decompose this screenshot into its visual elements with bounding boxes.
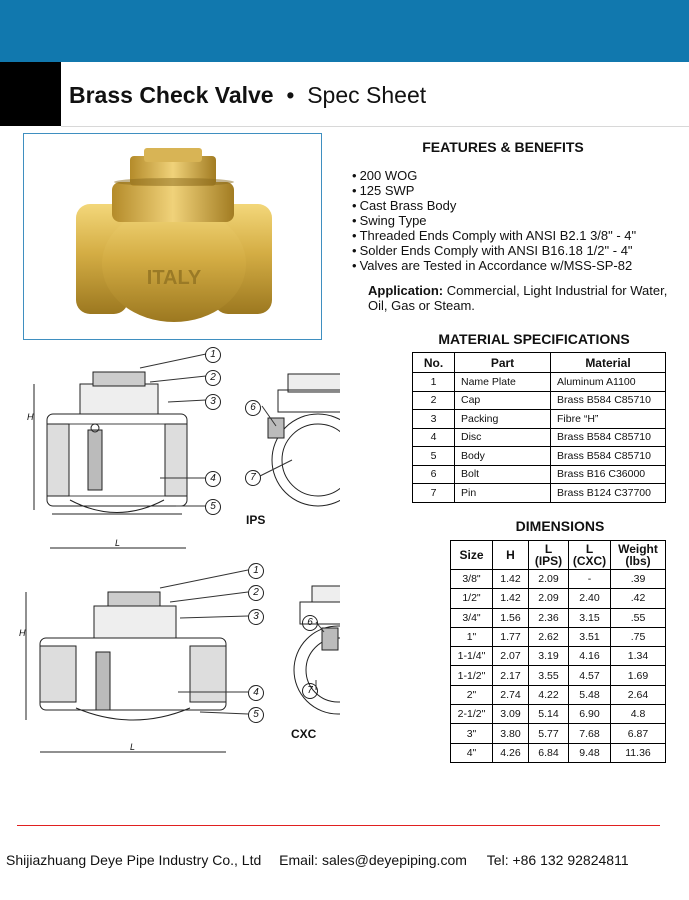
cell: Brass B584 C85710 (551, 447, 666, 466)
cell: Packing (455, 410, 551, 429)
product-photo (23, 133, 322, 340)
cell: 4 (413, 428, 455, 447)
cell: 4" (451, 743, 493, 762)
cell: 1-1/2" (451, 666, 493, 685)
table-row (413, 465, 666, 484)
cell: Brass B584 C85710 (551, 391, 666, 410)
materials-table (412, 352, 666, 503)
cell: Cap (455, 391, 551, 410)
cell: 2-1/2" (451, 705, 493, 724)
footer-tel[interactable]: Tel: +86 132 92824811 (486, 852, 629, 868)
cell: 1" (451, 627, 493, 646)
cell: 6.84 (529, 743, 569, 762)
table-row (451, 570, 666, 589)
cell: 3" (451, 724, 493, 743)
cell: 1.69 (611, 666, 666, 685)
cell: 3.55 (529, 666, 569, 685)
cell: 2.40 (569, 589, 611, 608)
cell: 5.77 (529, 724, 569, 743)
cell: 1.56 (493, 608, 529, 627)
col-header-ips: (IPS) (534, 554, 563, 568)
col-header-weight: Weight (618, 542, 658, 556)
cell: 6 (413, 465, 455, 484)
cell: 3.19 (529, 647, 569, 666)
application-text (368, 283, 668, 313)
cell: 5.48 (569, 685, 611, 704)
cell: 1 (413, 373, 455, 392)
cell: 1-1/4" (451, 647, 493, 666)
cell: 2.09 (529, 570, 569, 589)
features-list (352, 168, 636, 273)
cell: 2.09 (529, 589, 569, 608)
table-row (413, 373, 666, 392)
cell: Bolt (455, 465, 551, 484)
feature-item: • Cast Brass Body (352, 198, 636, 213)
feature-item: • Threaded Ends Comply with ANSI B2.1 3/8" - 4" (352, 228, 636, 243)
table-row (413, 484, 666, 503)
dimensions-body (451, 570, 666, 763)
materials-heading: MATERIAL SPECIFICATIONS (438, 331, 630, 347)
table-row (451, 647, 666, 666)
cell: 4.26 (493, 743, 529, 762)
feature-item: • 200 WOG (352, 168, 636, 183)
col-header-l: L (544, 542, 553, 556)
cell: 5 (413, 447, 455, 466)
col-header: Part (455, 353, 551, 373)
footer-divider (17, 825, 660, 826)
table-row (451, 705, 666, 724)
ips-section-drawing (34, 372, 187, 548)
cell: 1/2" (451, 589, 493, 608)
cell: 2 (413, 391, 455, 410)
cell: - (569, 570, 611, 589)
cell: 4.16 (569, 647, 611, 666)
cell: Aluminum A1100 (551, 373, 666, 392)
cell: .55 (611, 608, 666, 627)
cell: Body (455, 447, 551, 466)
cell: .39 (611, 570, 666, 589)
cell: 6.87 (611, 724, 666, 743)
cell: 1.77 (493, 627, 529, 646)
dim-h-cxc: H (19, 628, 26, 638)
callout-1: 1 (205, 347, 221, 363)
cell: Pin (455, 484, 551, 503)
callout-6: 6 (302, 615, 318, 631)
table-row (451, 724, 666, 743)
col-header: Material (551, 353, 666, 373)
title-bold: Brass Check Valve (69, 82, 274, 108)
cxc-label: CXC (291, 727, 317, 741)
dimensions-header-row (451, 541, 666, 570)
col-header: No. (413, 353, 455, 373)
cell: 2.36 (529, 608, 569, 627)
cell: 3/8" (451, 570, 493, 589)
page-title (69, 82, 426, 109)
cell: Brass B124 C37700 (551, 484, 666, 503)
title-rest: Spec Sheet (307, 82, 427, 108)
cell: Name Plate (455, 373, 551, 392)
callout-7: 7 (245, 470, 261, 486)
cell: 4.22 (529, 685, 569, 704)
callout-4: 4 (248, 685, 264, 701)
cell: 11.36 (611, 743, 666, 762)
brass-valve-image (24, 134, 321, 339)
table-row (413, 447, 666, 466)
cell: 3/4" (451, 608, 493, 627)
footer (6, 852, 629, 868)
header-black-block (0, 62, 61, 126)
cell: 2.17 (493, 666, 529, 685)
table-row (451, 589, 666, 608)
materials-header-row (413, 353, 666, 373)
cell: Fibre “H” (551, 410, 666, 429)
cell: 4.57 (569, 666, 611, 685)
cell: 3.51 (569, 627, 611, 646)
cell: 2.74 (493, 685, 529, 704)
callout-2: 2 (205, 370, 221, 386)
dimensions-table (450, 540, 666, 763)
callout-1: 1 (248, 563, 264, 579)
callout-5: 5 (205, 499, 221, 515)
callout-4: 4 (205, 471, 221, 487)
technical-drawings (0, 340, 340, 765)
table-row (413, 410, 666, 429)
title-separator: • (286, 82, 295, 108)
col-header: Size (451, 541, 493, 570)
col-header-lbs: (lbs) (625, 554, 651, 568)
feature-item: • Solder Ends Comply with ANSI B16.18 1/2" - 4" (352, 243, 636, 258)
cell: 2.07 (493, 647, 529, 666)
ips-end-drawing (268, 374, 340, 506)
italy-stamp: ITALY (146, 267, 202, 289)
dimensions-heading: DIMENSIONS (515, 518, 605, 534)
feature-item: • Valves are Tested in Accordance w/MSS-SP-82 (352, 258, 636, 273)
leader-lines (140, 354, 324, 714)
cell: 7.68 (569, 724, 611, 743)
cell: 7 (413, 484, 455, 503)
cell: Brass B584 C85710 (551, 428, 666, 447)
table-row (413, 428, 666, 447)
col-header (569, 541, 611, 570)
callout-2: 2 (248, 585, 264, 601)
cell: 2.62 (529, 627, 569, 646)
cell: 1.34 (611, 647, 666, 666)
application-label: Application: (368, 283, 444, 298)
cell: 9.48 (569, 743, 611, 762)
application-body: Commercial, Light Industrial for Water, Oil, Gas or Steam. (368, 283, 668, 313)
table-row (451, 627, 666, 646)
cell: 4.8 (611, 705, 666, 724)
cxc-section-drawing (26, 592, 226, 752)
cell: 2.64 (611, 685, 666, 704)
callout-6: 6 (245, 400, 261, 416)
callout-7: 7 (302, 683, 318, 699)
feature-item: • Swing Type (352, 213, 636, 228)
cell: Disc (455, 428, 551, 447)
dim-h-ips: H (27, 412, 34, 422)
cell: 1.42 (493, 589, 529, 608)
ips-label: IPS (246, 513, 266, 527)
col-header-l: L (585, 542, 594, 556)
footer-company: Shijiazhuang Deye Pipe Industry Co., Ltd (6, 852, 262, 868)
cell: 3.80 (493, 724, 529, 743)
table-row (451, 685, 666, 704)
cell: Brass B16 C36000 (551, 465, 666, 484)
cell: 3.15 (569, 608, 611, 627)
table-row (413, 391, 666, 410)
footer-email[interactable]: Email: sales@deyepiping.com (279, 852, 467, 868)
cell: 3.09 (493, 705, 529, 724)
table-row (451, 666, 666, 685)
col-header: H (493, 541, 529, 570)
table-row (451, 608, 666, 627)
dim-l-cxc: L (130, 742, 136, 752)
header-band (0, 0, 689, 62)
feature-item: • 125 SWP (352, 183, 636, 198)
dim-l-ips: L (115, 538, 121, 548)
cell: 1.42 (493, 570, 529, 589)
callout-5: 5 (248, 707, 264, 723)
callout-3: 3 (205, 394, 221, 410)
col-header (529, 541, 569, 570)
callout-3: 3 (248, 609, 264, 625)
cell: 5.14 (529, 705, 569, 724)
features-heading: FEATURES & BENEFITS (422, 139, 584, 155)
cell: 3 (413, 410, 455, 429)
cell: 6.90 (569, 705, 611, 724)
table-row (451, 743, 666, 762)
col-header-cxc: (CXC) (572, 554, 607, 568)
col-header (611, 541, 666, 570)
cell: .42 (611, 589, 666, 608)
cell: 2" (451, 685, 493, 704)
cell: .75 (611, 627, 666, 646)
